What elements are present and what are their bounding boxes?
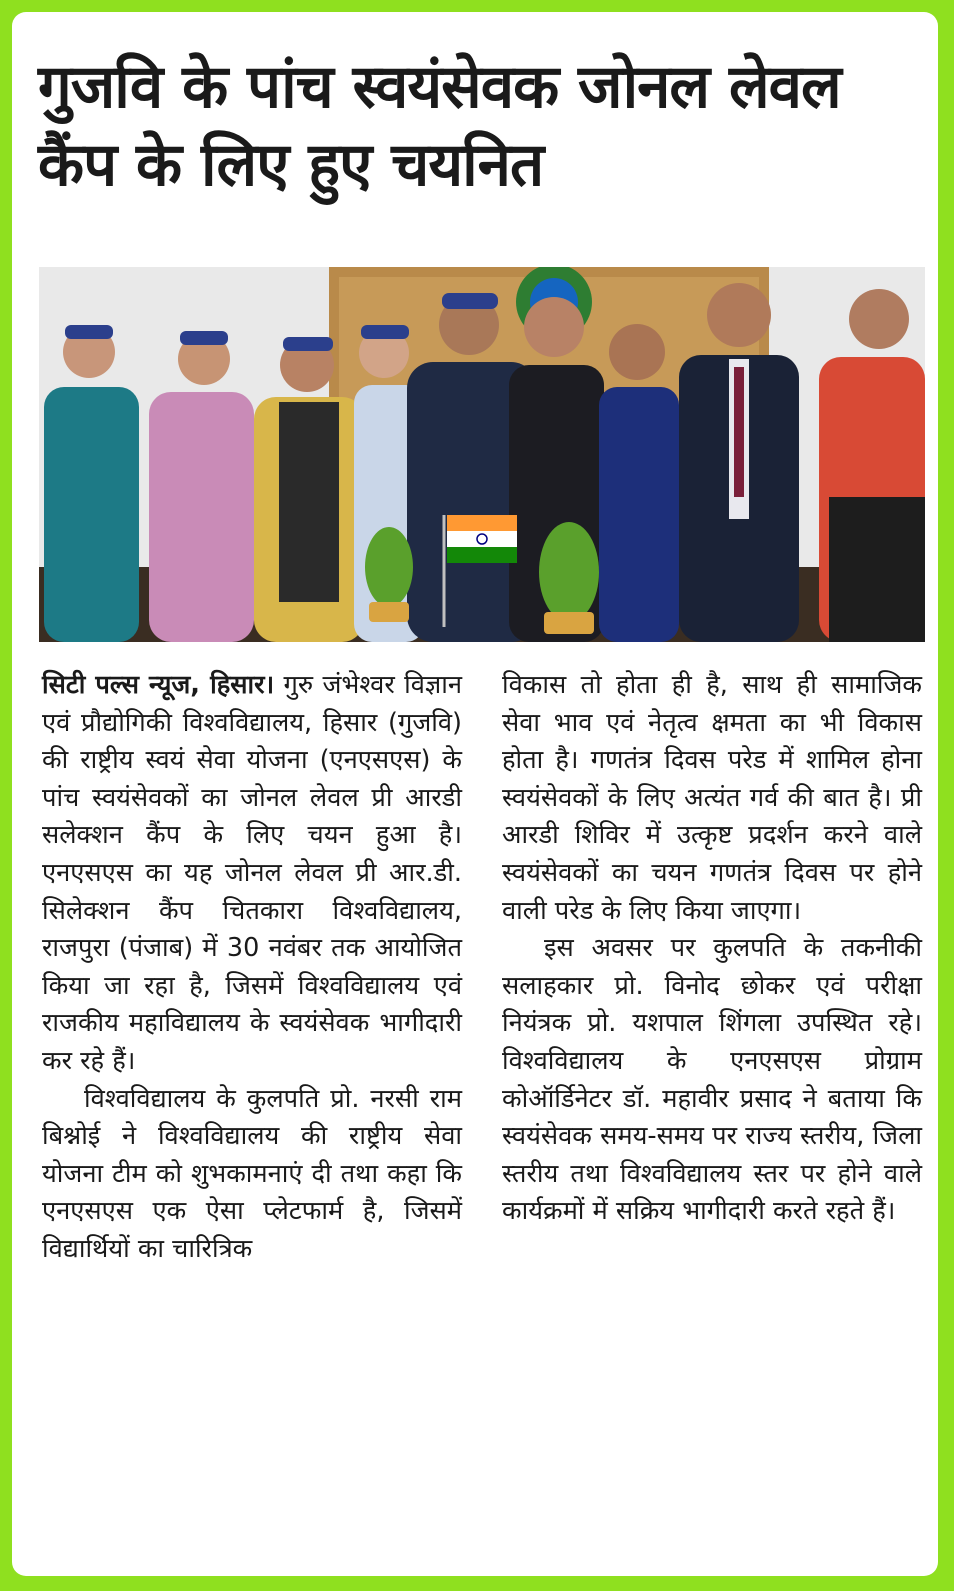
article-column-2 (502, 667, 922, 1231)
group-photo-icon (39, 267, 925, 642)
article-paragraph: विश्वविद्यालय के कुलपति प्रो. नरसी राम बिश्नोई ने विश्वविद्यालय की राष्ट्रीय सेवा योजना टीम को शुभकामनाएं दी तथा कहा कि एनएसएस एक ऐसा प्लेटफार्म है, जिसमें विद्यार्थियों का चारित्रिक (42, 1083, 462, 1264)
group-photo (39, 267, 925, 642)
headline: गुजवि के पांच स्वयंसेवक जोनल लेवल कैंप के लिए हुए चयनित (38, 52, 841, 200)
article-column-1 (42, 667, 462, 1269)
dateline: सिटी पल्स न्यूज, हिसार। (42, 670, 275, 700)
article-paragraph: गुरु जंभेश्वर विज्ञान एवं प्रौद्योगिकी विश्वविद्यालय, हिसार (गुजवि) की राष्ट्रीय स्वयं सेवा योजना (एनएसएस) के पांच स्वयंसेवकों का जोनल लेवल प्री आरडी सलेक्शन कैंप के लिए चयन हुआ है। एनएसएस का यह जोनल लेवल प्री आर.डी. सिलेक्शन कैंप चितकारा विश्वविद्यालय, राजपुरा (पंजाब) में 30 नवंबर तक आयोजित किया जा रहा है, जिसमें विश्वविद्यालय एवं राजकीय महाविद्यालय के स्वयंसेवक भागीदारी कर रहे हैं। (42, 670, 462, 1076)
newspaper-clipping (12, 12, 938, 1576)
article-paragraph: इस अवसर पर कुलपति के तकनीकी सलाहकार प्रो. विनोद छोकर एवं परीक्षा नियंत्रक प्रो. यशपाल शिंगला उपस्थित रहे। विश्वविद्यालय के एनएसएस प्रोग्राम कोऑर्डिनेटर डॉ. महावीर प्रसाद ने बताया कि स्वयंसेवक समय-समय पर राज्य स्तरीय, जिला स्तरीय तथा विश्वविद्यालय स्तर पर होने वाले कार्यक्रमों में सक्रिय भागीदारी करते रहते हैं। (502, 933, 922, 1227)
article-paragraph: विकास तो होता ही है, साथ ही सामाजिक सेवा भाव एवं नेतृत्व क्षमता का भी विकास होता है। गणतंत्र दिवस परेड में शामिल होना स्वयंसेवकों के लिए अत्यंत गर्व की बात है। प्री आरडी शिविर में उत्कृष्ट प्रदर्शन करने वाले स्वयंसेवकों का चयन गणतंत्र दिवस पर होने वाली परेड के लिए किया जाएगा। (502, 670, 922, 926)
